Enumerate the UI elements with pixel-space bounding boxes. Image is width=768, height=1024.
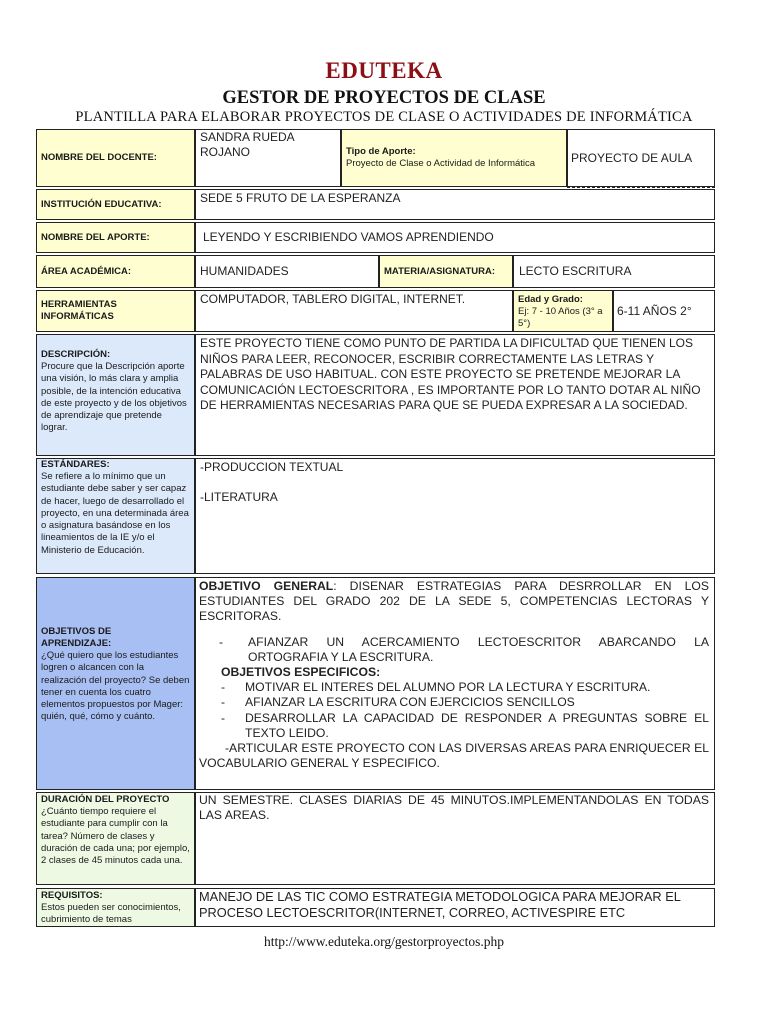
objetivos-label-line1: OBJETIVOS DE (41, 626, 112, 637)
requisitos-value-text: MANEJO DE LAS TIC COMO ESTRATEGIA METODOLOGICA PARA MEJORAR EL PROCESO LECTOESCRITOR(INTERNET, CORREO, ACTIVESPIRE ETC (199, 889, 681, 920)
duracion-value-text: UN SEMESTRE. CLASES DIARIAS DE 45 MINUTOS.IMPLEMENTANDOLAS EN TODAS LAS AREAS. (199, 793, 709, 823)
duracion-label: DURACIÓN DEL PROYECTO (41, 794, 170, 805)
institucion-label-text: INSTITUCIÓN EDUCATIVA: (41, 198, 162, 210)
objetivo-especifico-3: - DESARROLLAR LA CAPACIDAD DE RESPONDER A PREGUNTAS SOBRE EL TEXTO LEIDO. (221, 710, 709, 740)
duracion-label-cell (36, 792, 195, 885)
estandares-value (195, 458, 715, 574)
objetivos-label-cell (36, 577, 195, 790)
estandares-label-cell (36, 458, 195, 574)
tipo-aporte-hint: Proyecto de Clase o Actividad de Informática (346, 158, 536, 169)
docente-label-text: NOMBRE DEL DOCENTE: (41, 152, 157, 163)
objetivo-especifico-2: - AFIANZAR LA ESCRITURA CON EJERCICIOS SENCILLOS (221, 695, 575, 710)
aporte-value (195, 222, 715, 253)
objetivos-extra: -ARTICULAR ESTE PROYECTO CON LAS DIVERSAS AREAS PARA ENRIQUECER EL VOCABULARIO GENERAL Y ESPECIFICO. (199, 741, 709, 771)
duracion-help: ¿Cuánto tiempo requiere el estudiante para cumplir con la tarea? Número de clases y duración de cada una; por ejemplo, 2 clases de 45 minutos cada una. (41, 806, 190, 867)
descripcion-value-text: ESTE PROYECTO TIENE COMO PUNTO DE PARTIDA LA DIFICULTAD QUE TIENEN LOS NIÑOS PARA LEER, RECONOCER, ESCRIBIR CORRECTAMENTE LAS LETRAS Y PALABRAS DE USO HABITUAL. CON ESTE PROYECTO SE PRETENDE MEJORAR LA COMUNICACIÓN LECTOESCRITORA , ES IMPORTANTE POR LO TANTO DOTAR AL NIÑO DE HERRAMIENTAS NECESARIAS PARA QUE SE PUEDA EXPRESAR A LA SOCIEDAD. (200, 336, 701, 412)
edad-hint: Ej: 7 - 10 Años (3° a 5°) (518, 306, 603, 329)
objetivos-label-line2: APRENDIZAJE: (41, 638, 112, 649)
tipo-aporte-value (567, 129, 715, 187)
docente-label (36, 129, 195, 187)
page-title: GESTOR DE PROYECTOS DE CLASE (222, 88, 546, 108)
dashed-divider (567, 187, 715, 188)
materia-value-text: LECTO ESCRITURA (519, 264, 632, 279)
aporte-label (36, 222, 195, 253)
objetivo-especifico-1: - MOTIVAR EL INTERES DEL ALUMNO POR LA LECTURA Y ESCRITURA. (221, 680, 651, 695)
objetivos-value (195, 577, 715, 790)
area-label (36, 255, 195, 288)
docente-value-line1: SANDRA RUEDA (200, 130, 295, 144)
herramientas-label (36, 290, 195, 332)
area-value (195, 255, 379, 288)
herramientas-value-text: COMPUTADOR, TABLERO DIGITAL, INTERNET. (200, 292, 466, 306)
area-value-text: HUMANIDADES (200, 264, 289, 279)
descripcion-label: DESCRIPCIÓN: (41, 349, 111, 360)
tipo-aporte-value-text: PROYECTO DE AULA (571, 150, 693, 165)
objetivo-especifico-1-text: MOTIVAR EL INTERES DEL ALUMNO POR LA LECTURA Y ESCRITURA. (245, 680, 651, 695)
herramientas-label-line1: HERRAMIENTAS (41, 299, 117, 310)
objetivo-general-text: : DISENAR ESTRATEGIAS PARA DESRROLLAR EN LOS ESTUDIANTES DEL GRADO 202 DE LA SEDE 5, COMPETENCIAS LECTORAS Y ESCRITORAS. (199, 579, 709, 624)
estandares-item-2: -LITERATURA (200, 489, 278, 504)
institucion-value-text: SEDE 5 FRUTO DE LA ESPERANZA (200, 191, 401, 205)
objetivo-general-label: OBJETIVO GENERAL (199, 579, 334, 593)
requisitos-help: Estos pueden ser conocimientos, cubrimiento de temas (41, 902, 181, 926)
objetivo-general-item: - AFIANZAR UN ACERCAMIENTO LECTOESCRITOR ABARCANDO LA ORTOGRAFIA Y LA ESCRITURA. (219, 634, 709, 664)
herramientas-label-line2: INFORMÁTICAS (41, 311, 114, 322)
tipo-aporte-label: Tipo de Aporte: (346, 146, 416, 157)
materia-label-text: MATERIA/ASIGNATURA: (384, 265, 495, 277)
descripcion-value (195, 334, 715, 456)
descripcion-help: Procure que la Descripción aporte una visión, lo más clara y amplia posible, de la intención educativa de este proyecto y de los objetivos de aprendizaje que pretende lograr. (41, 361, 187, 434)
descripcion-label-cell (36, 334, 195, 456)
objetivo-general-item-text: AFIANZAR UN ACERCAMIENTO LECTOESCRITOR ABARCANDO LA ORTOGRAFIA Y LA ESCRITURA. (248, 634, 709, 664)
aporte-label-text: NOMBRE DEL APORTE: (41, 231, 150, 243)
requisitos-label-cell (36, 888, 195, 927)
estandares-label: ESTÁNDARES: (41, 459, 110, 470)
requisitos-value (195, 888, 715, 927)
estandares-help: Se refiere a lo mínimo que un estudiante debe saber y ser capaz de hacer, luego de desarrollado el proyecto, en una determinada área o asignatura basándose en los lineamientos de la IE y/o el Ministerio de Educación. (41, 471, 189, 556)
requisitos-label: REQUISITOS: (41, 890, 103, 901)
footer-url[interactable]: http://www.eduteka.org/gestorproyectos.php (264, 934, 504, 949)
duracion-value (195, 792, 715, 885)
objetivo-especifico-2-text: AFIANZAR LA ESCRITURA CON EJERCICIOS SENCILLOS (245, 695, 575, 710)
materia-value (513, 255, 715, 288)
tipo-aporte-cell (341, 129, 567, 187)
objetivos-especificos-label: OBJETIVOS ESPECIFICOS: (221, 665, 381, 680)
docente-value (195, 129, 341, 187)
edad-label: Edad y Grado: (518, 294, 583, 305)
brand-title: EDUTEKA (325, 58, 443, 83)
area-label-text: ÁREA ACADÉMICA: (41, 265, 132, 277)
page-subtitle: PLANTILLA PARA ELABORAR PROYECTOS DE CLASE O ACTIVIDADES DE INFORMÁTICA (75, 109, 693, 125)
edad-cell (513, 290, 613, 332)
materia-label (379, 255, 513, 288)
objetivo-especifico-3-text: DESARROLLAR LA CAPACIDAD DE RESPONDER A PREGUNTAS SOBRE EL TEXTO LEIDO. (245, 710, 709, 740)
edad-value (613, 290, 715, 332)
objetivos-help: ¿Qué quiero que los estudiantes logren o alcancen con la realización del proyecto? Se deben tener en cuenta los cuatro elementos propuestos por Mager: quién, qué, cómo y cuánto. (41, 650, 190, 723)
institucion-label (36, 189, 195, 220)
estandares-item-1: -PRODUCCION TEXTUAL (200, 460, 344, 474)
institucion-value (195, 189, 715, 220)
herramientas-value (195, 290, 513, 332)
aporte-value-text: LEYENDO Y ESCRIBIENDO VAMOS APRENDIENDO (203, 230, 494, 245)
docente-value-line2: ROJANO (200, 144, 251, 159)
edad-value-text: 6-11 AÑOS 2° (617, 303, 692, 318)
